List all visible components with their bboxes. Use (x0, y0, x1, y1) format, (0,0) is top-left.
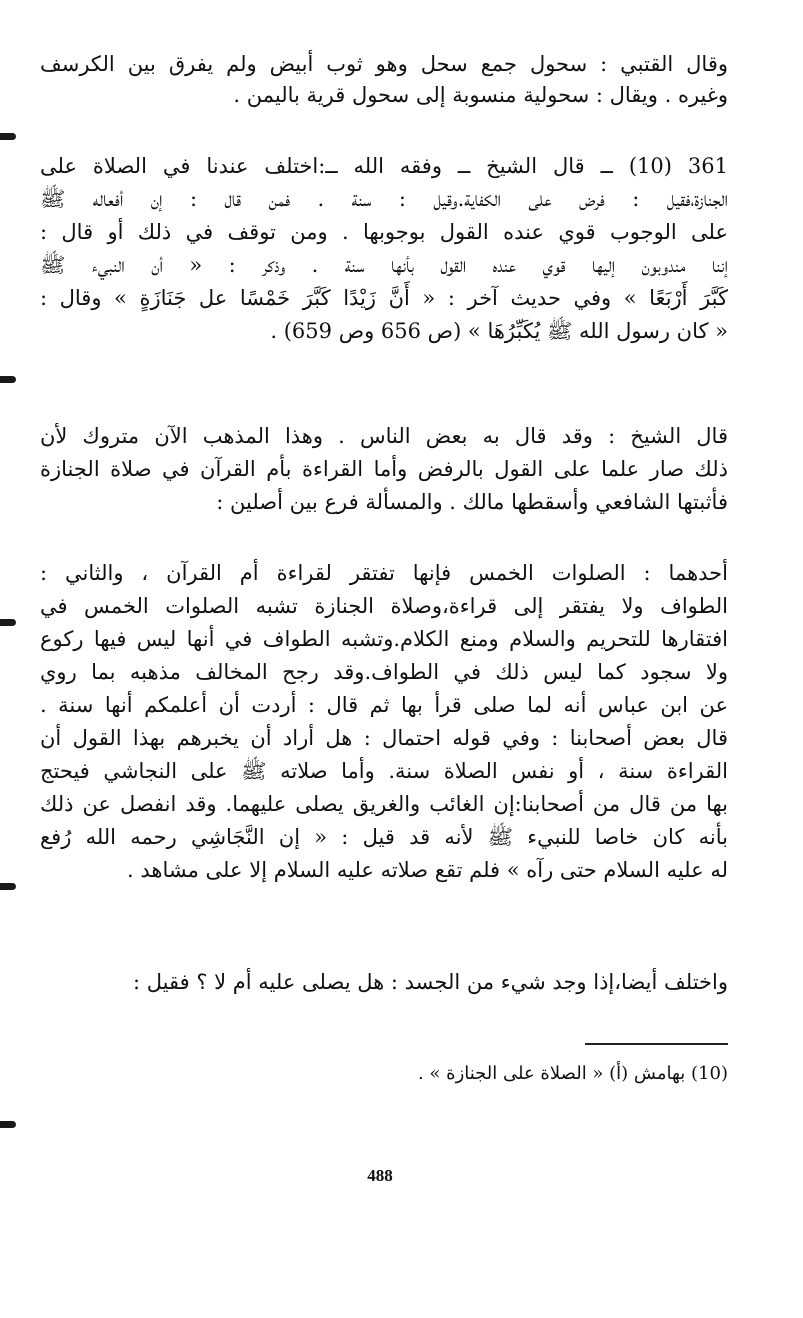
paragraph-4 (40, 557, 728, 887)
text-line: قال الشيخ : وقد قال به بعض الناس . وهذا المذهب الآن متروك لأن (40, 424, 728, 448)
text-line: إننا مندوبون إليها قوي عنده القول بأنها سنة . وذكر : « أن النبيء ﷺ (40, 253, 728, 277)
text-line: عن ابن عباس أنه لما صلى قرأ بها ثم قال : أردت أن أعلمكم أنها سنة . (40, 693, 728, 717)
margin-mark (0, 883, 16, 890)
paragraph-2 (40, 150, 728, 348)
paragraph-3 (40, 420, 728, 519)
text-line: 361 (10) ــ قال الشيخ ــ وفقه الله ــ:اختلف عندنا في الصلاة على (40, 154, 728, 178)
text-line: بها من قال من أصحابنا:إن الغائب والغريق يصلى عليهما. وقد انفصل عن ذلك (40, 792, 728, 816)
text-line: واختلف أيضا،إذا وجد شيء من الجسد : هل يصلى عليه أم لا ؟ فقيل : (132, 970, 728, 994)
text-line: أحدهما : الصلوات الخمس فإنها تفتقر لقراءة أم القرآن ، والثاني : (40, 561, 728, 585)
margin-mark (0, 376, 16, 383)
margin-mark (0, 619, 16, 626)
text-line: قال بعض أصحابنا : وفي قوله احتمال : هل أراد أن يخبرهم بهذا القول أن (40, 726, 728, 750)
text-line: فأثبتها الشافعي وأسقطها مالك . والمسألة فرع بين أصلين : (216, 490, 728, 514)
margin-mark (0, 133, 16, 140)
text-line: القراءة سنة ، أو نفس الصلاة سنة. وأما صلاته ﷺ على النجاشي فيحتج (40, 759, 728, 783)
text-line: ولا سجود كما ليس ذلك في الطواف.وقد رجح المخالف مذهبه بما روي (40, 660, 728, 684)
text-line: وقال القتبي : سحول جمع سحل وهو ثوب أبيض ولم يفرق بين الكرسف (40, 52, 728, 76)
text-line: على الوجوب قوي عنده القول بوجوبها . ومن توقف في ذلك أو قال : (40, 220, 728, 244)
text-line: الجنازة،فقيل : فرض على الكفاية.وقيل : سنة . فمن قال : إن أفعاله ﷺ (40, 187, 728, 211)
text-line: ذلك صار علما على القول بالرفض وأما القراءة بأم القرآن في صلاة الجنازة (40, 457, 728, 481)
text-line: بأنه كان خاصا للنبيء ﷺ لأنه قد قيل : « إن النَّجَاشِي رحمه الله رُفع (40, 825, 728, 849)
text-line: له عليه السلام حتى رآه » فلم تقع صلاته عليه السلام إلا على مشاهد . (127, 858, 728, 882)
paragraph-5 (40, 967, 728, 998)
text-line: « كان رسول الله ﷺ يُكَبِّرُهَا » (ص 656 وص 659) . (270, 319, 728, 343)
margin-mark (0, 1121, 16, 1128)
text-line: وغيره . ويقال : سحولية منسوبة إلى سحول قرية باليمن . (233, 83, 728, 107)
page-number: 488 (367, 1166, 393, 1185)
text-line: الطواف ولا يفتقر إلى قراءة،وصلاة الجنازة تشبه الصلوات الخمس في (40, 594, 728, 618)
footnote-divider (585, 1043, 728, 1045)
text-line: كَبَّرَ أَرْبَعًا » وفي حديث آخر : « أَنَّ زَيْدًا كَبَّرَ خَمْسًا عل جَنَازَةٍ » وقال : (40, 286, 728, 310)
footnote: (10) بهامش (أ) « الصلاة على الجنازة » . (417, 1063, 728, 1084)
paragraph-1 (40, 49, 728, 111)
text-line: افتقارها للتحريم والسلام ومنع الكلام.وتشبه الطواف في أنها ليس فيها ركوع (40, 627, 728, 651)
